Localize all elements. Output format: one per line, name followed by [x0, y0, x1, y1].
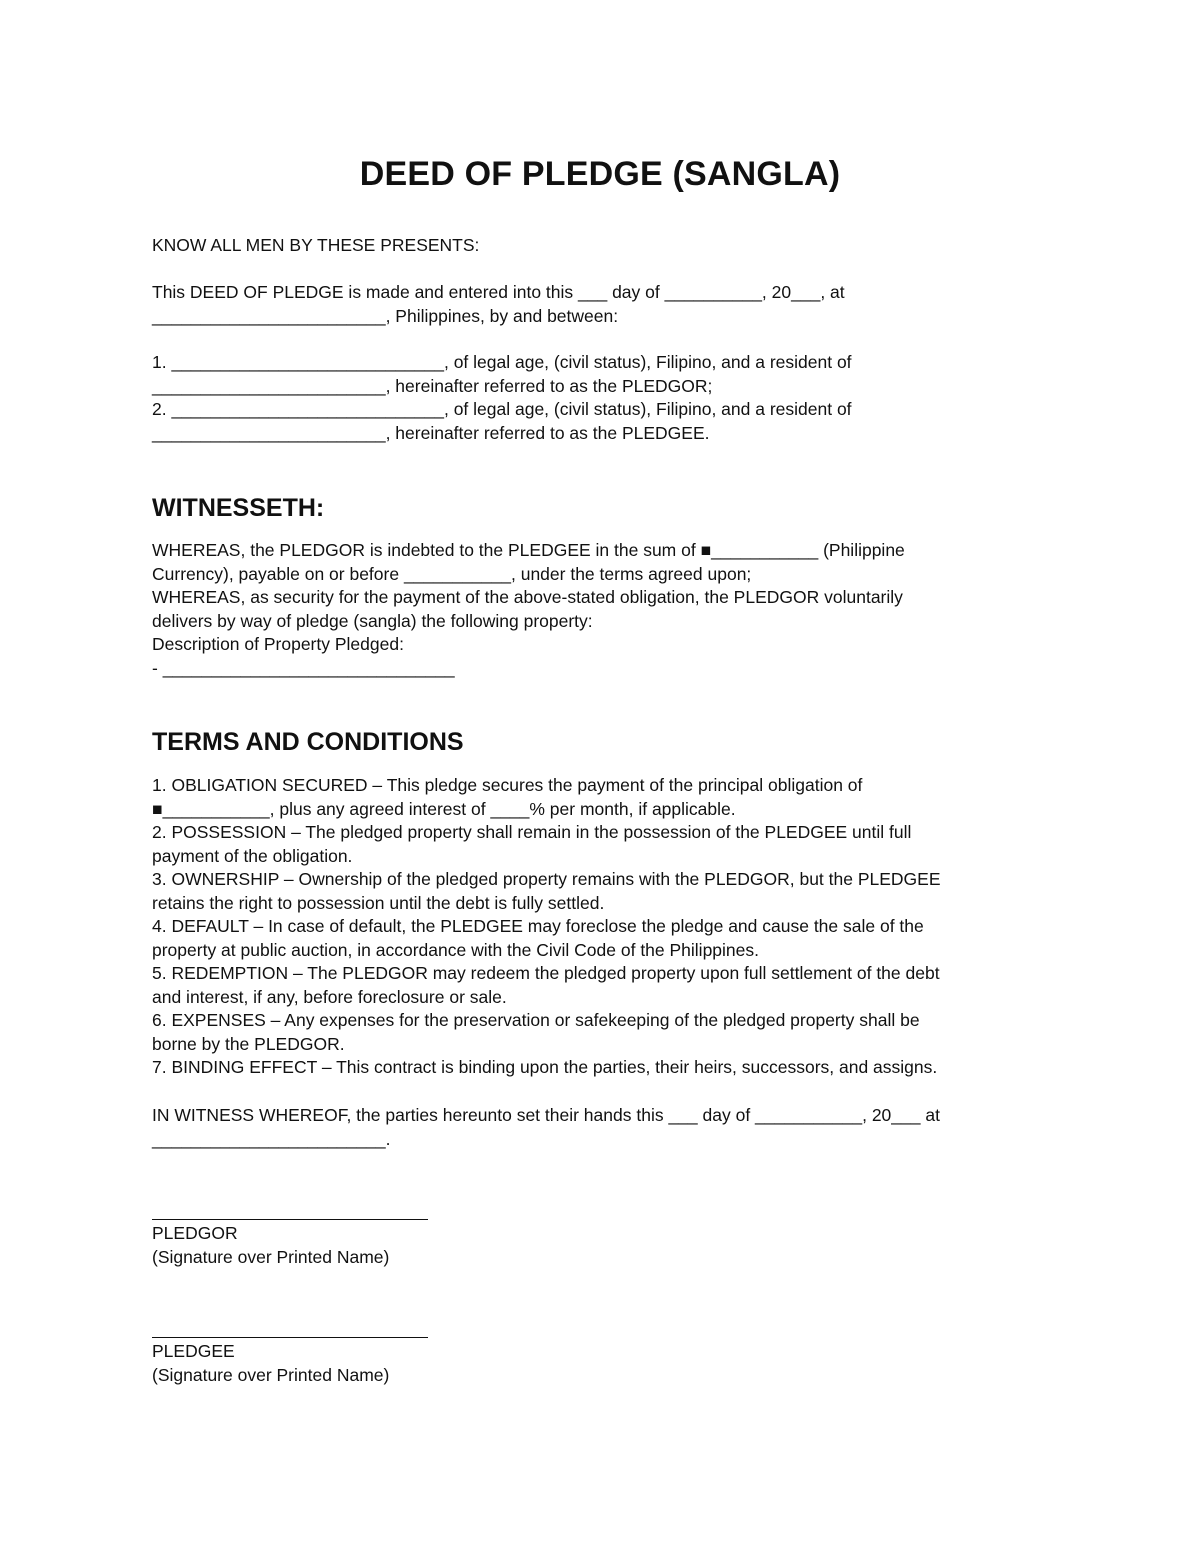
terms-body	[152, 774, 1052, 1080]
witnesseth-line: WHEREAS, as security for the payment of the above-stated obligation, the PLEDGOR voluntarily	[152, 587, 903, 607]
term-line: 5. REDEMPTION – The PLEDGOR may redeem the pledged property upon full settlement of the debt	[152, 963, 940, 983]
term-line: 4. DEFAULT – In case of default, the PLEDGEE may foreclose the pledge and cause the sale of the	[152, 916, 924, 936]
pledgee-signature-line	[152, 1337, 428, 1338]
pledgor-signature-line	[152, 1219, 428, 1220]
term-line: 1. OBLIGATION SECURED – This pledge secures the payment of the principal obligation of	[152, 775, 863, 795]
party-pledgor-line: ________________________, hereinafter referred to as the PLEDGOR;	[152, 375, 713, 396]
party-pledgee-line: ________________________, hereinafter referred to as the PLEDGEE.	[152, 422, 710, 443]
pledgor-caption: (Signature over Printed Name)	[152, 1246, 390, 1267]
term-line: retains the right to possession until the debt is fully settled.	[152, 892, 605, 913]
pledgee-caption: (Signature over Printed Name)	[152, 1364, 390, 1385]
term-line: ■___________, plus any agreed interest of ____% per month, if applicable.	[152, 798, 736, 819]
witness-clause-line: IN WITNESS WHEREOF, the parties hereunto set their hands this ___ day of ___________, 20___ at	[152, 1105, 940, 1125]
know-all-line: KNOW ALL MEN BY THESE PRESENTS:	[152, 235, 480, 255]
terms-heading: TERMS AND CONDITIONS	[152, 728, 464, 756]
term-line: and interest, if any, before foreclosure or sale.	[152, 986, 507, 1007]
party-pledgor-line: 1. ____________________________, of legal age, (civil status), Filipino, and a resident of	[152, 352, 852, 372]
intro-paragraph	[152, 281, 1052, 328]
term-line: 2. POSSESSION – The pledged property shall remain in the possession of the PLEDGEE until full	[152, 822, 912, 842]
pledgee-signature-block	[152, 1340, 1052, 1387]
witnesseth-heading: WITNESSETH:	[152, 494, 325, 522]
witness-clause	[152, 1104, 1052, 1151]
pledgor-role: PLEDGOR	[152, 1223, 238, 1243]
pledgee-role: PLEDGEE	[152, 1341, 235, 1361]
witnesseth-body	[152, 539, 1052, 680]
preamble	[152, 234, 1052, 258]
witnesseth-line: Description of Property Pledged:	[152, 634, 404, 654]
term-line: borne by the PLEDGOR.	[152, 1033, 345, 1054]
party-pledgee-line: 2. ____________________________, of legal age, (civil status), Filipino, and a resident of	[152, 399, 852, 419]
witness-clause-line: ________________________.	[152, 1128, 391, 1149]
term-line: 6. EXPENSES – Any expenses for the preservation or safekeeping of the pledged property shall be	[152, 1010, 920, 1030]
witnesseth-line: - ______________________________	[152, 657, 455, 678]
witnesseth-line: Currency), payable on or before ___________, under the terms agreed upon;	[152, 563, 752, 584]
parties-list	[152, 351, 1052, 445]
intro-line: ________________________, Philippines, by and between:	[152, 305, 619, 326]
witnesseth-line: delivers by way of pledge (sangla) the following property:	[152, 610, 593, 631]
term-line: property at public auction, in accordance with the Civil Code of the Philippines.	[152, 939, 760, 960]
term-line: 3. OWNERSHIP – Ownership of the pledged property remains with the PLEDGOR, but the PLEDGEE	[152, 869, 941, 889]
document-title: DEED OF PLEDGE (SANGLA)	[359, 155, 841, 193]
witnesseth-line: WHEREAS, the PLEDGOR is indebted to the PLEDGEE in the sum of ■___________ (Philippine	[152, 540, 905, 560]
term-line: payment of the obligation.	[152, 845, 353, 866]
intro-line: This DEED OF PLEDGE is made and entered into this ___ day of __________, 20___, at	[152, 282, 845, 302]
pledgor-signature-block	[152, 1222, 1052, 1269]
term-line: 7. BINDING EFFECT – This contract is binding upon the parties, their heirs, successors, and assigns.	[152, 1057, 938, 1077]
